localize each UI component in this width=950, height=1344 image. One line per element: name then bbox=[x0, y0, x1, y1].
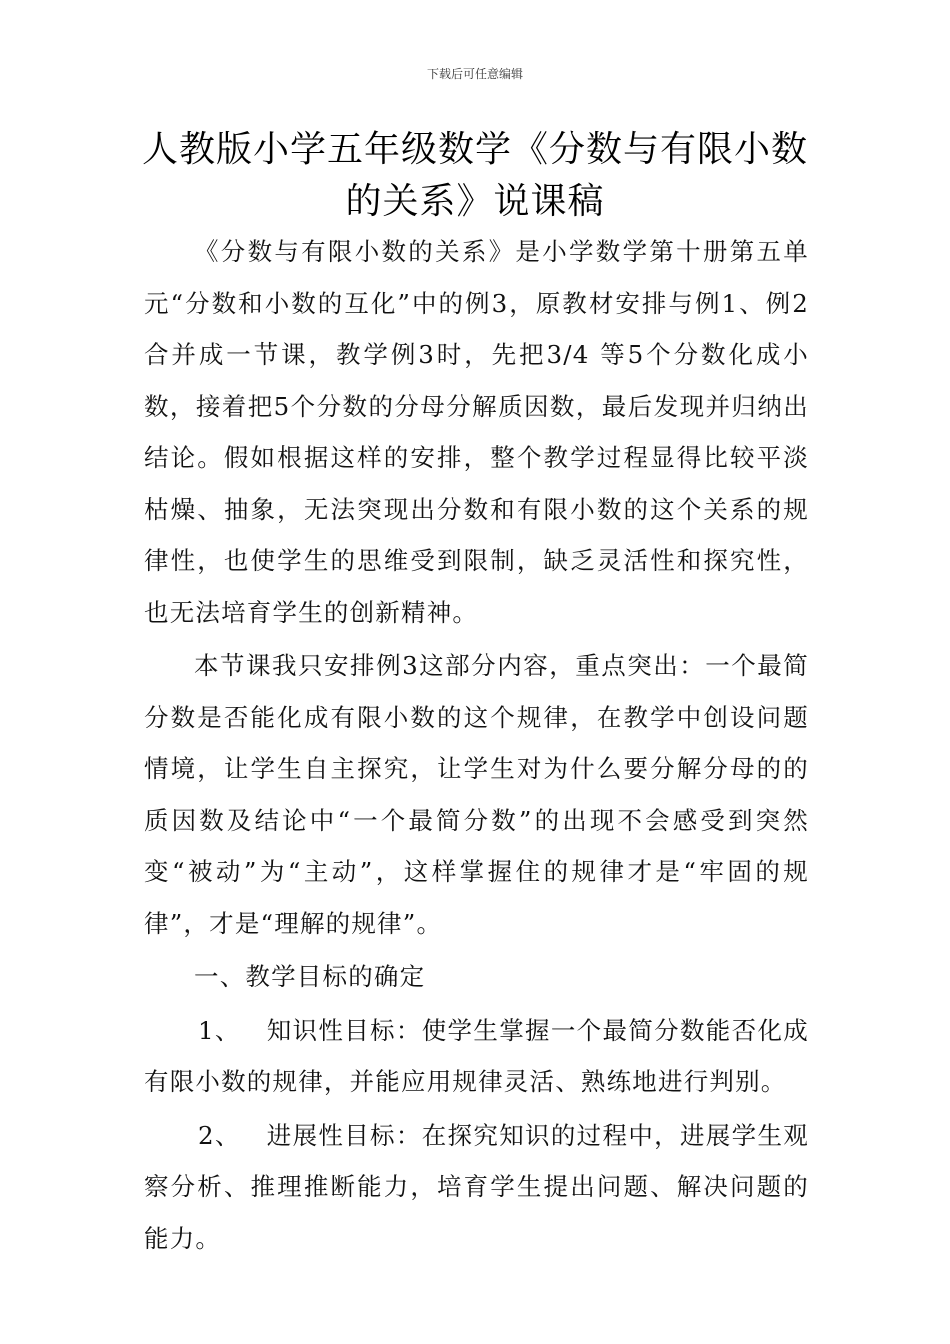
title-line-1: 人教版小学五年级数学《分数与有限小数 bbox=[141, 129, 808, 170]
goal-text: 知识性目标：使学生掌握一个最简分数能否化成有限小数的规律，并能应用规律灵活、熟练地进行判别。 bbox=[144, 1015, 809, 1096]
goal-text: 进展性目标：在探究知识的过程中，进展学生观察分析、推理推断能力，培育学生提出问题、解决问题的能力。 bbox=[144, 1120, 809, 1253]
document-body bbox=[144, 226, 809, 1266]
goal-number: 1、 bbox=[198, 1015, 241, 1045]
goal-item-development bbox=[144, 1110, 809, 1265]
header-note: 下载后可任意编辑 bbox=[426, 67, 523, 81]
goal-number: 2、 bbox=[198, 1120, 241, 1150]
goal-item-knowledge bbox=[144, 1005, 809, 1108]
paragraph-intro: 《分数与有限小数的关系》是小学数学第十册第五单元“分数和小数的互化”中的例3，原教材安排与例1、例2合并成一节课，教学例3时，先把3/4 等5个分数化成小数，接着把5个分数的分母分解质因数，最后发现并归纳出结论。假如根据这样的安排，整个教学过程显得比较平淡枯燥、抽象，无法突现出分数和有限小数的这个关系的规律性，也使学生的思维受到限制，缺乏灵活性和探究性，也无法培育学生的创新精神。 bbox=[144, 237, 809, 627]
paragraph-lesson-focus: 本节课我只安排例3这部分内容，重点突出：一个最简分数是否能化成有限小数的这个规律，在教学中创设问题情境，让学生自主探究，让学生对为什么要分解分母的的质因数及结论中“一个最简分数”的出现不会感受到突然变“被动”为“主动”，这样掌握住的规律才是“牢固的规律”，才是“理解的规律”。 bbox=[144, 651, 809, 938]
title-line-2: 的关系》说课稿 bbox=[345, 181, 605, 222]
document-title bbox=[140, 124, 810, 228]
section-heading-teaching-goals: 一、教学目标的确定 bbox=[194, 962, 426, 991]
